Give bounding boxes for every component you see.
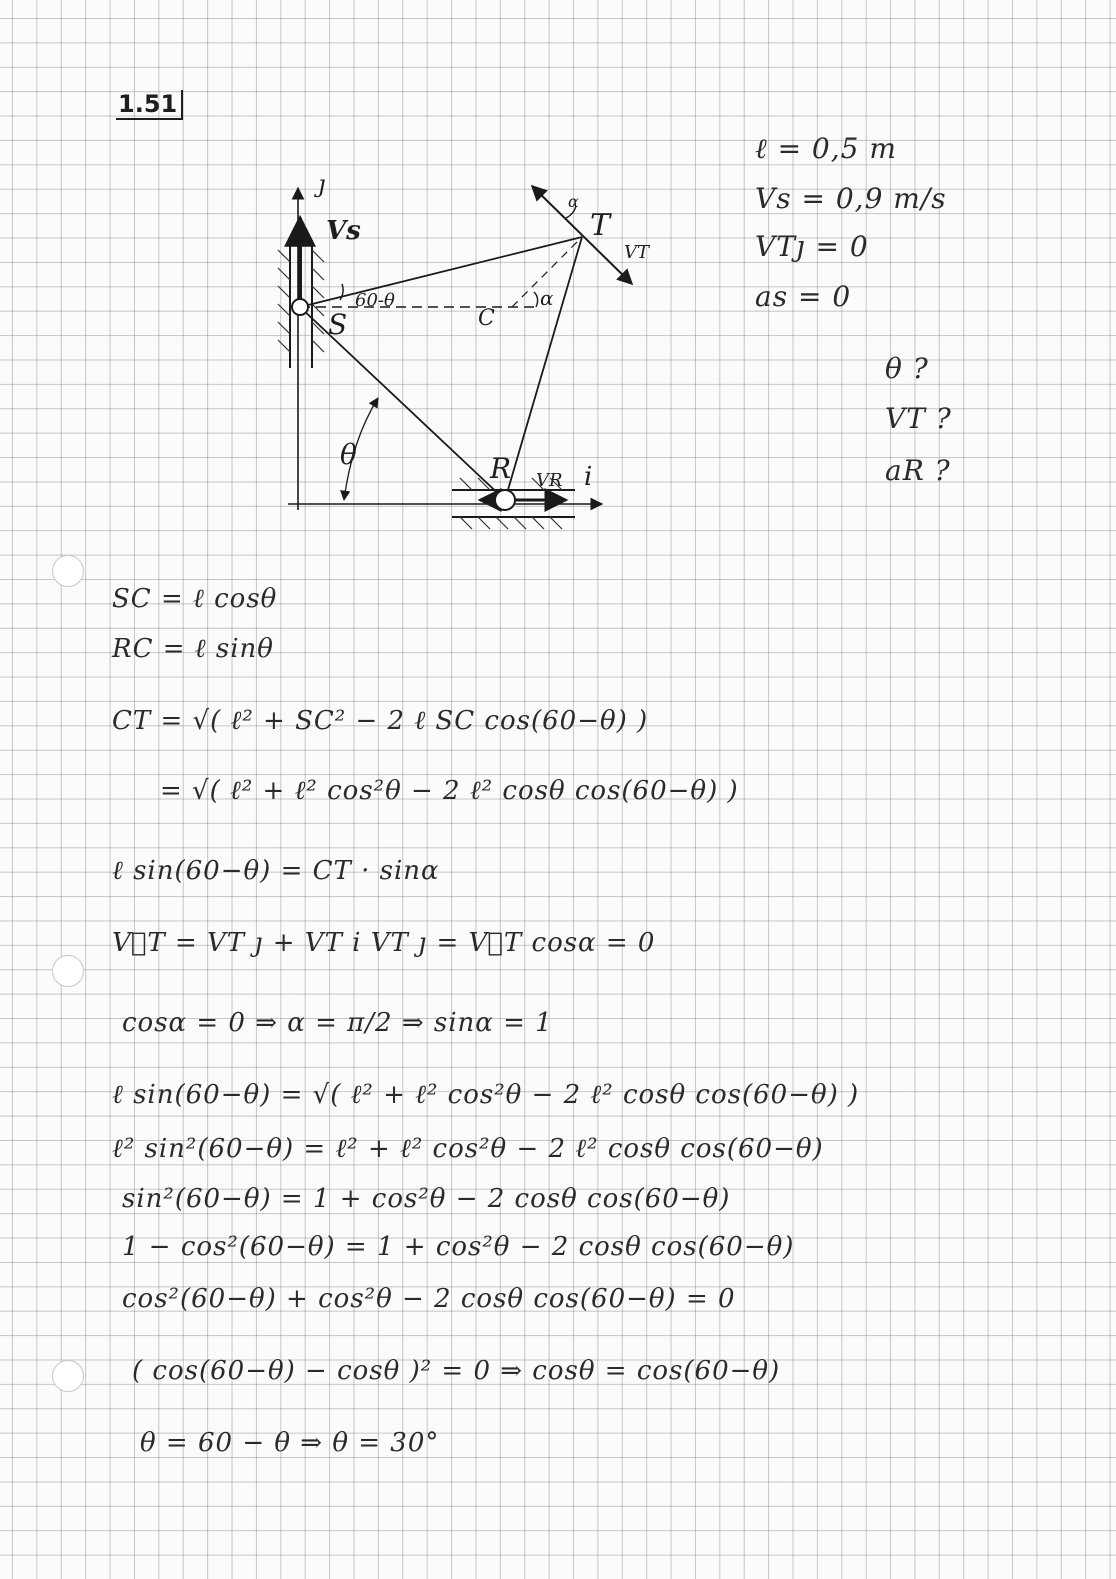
label-alpha-t: α — [568, 192, 579, 211]
line-result: θ = 60 − θ ⇒ θ = 30° — [140, 1428, 440, 1458]
line-ct: CT = √( ℓ² + SC² − 2 ℓ SC cos(60−θ) ) — [112, 706, 649, 736]
line-rc: RC = ℓ sinθ — [112, 634, 274, 664]
unknown-theta: θ ? — [885, 352, 929, 385]
given-vs: Vs = 0,9 m/s — [755, 182, 947, 215]
label-t: T — [590, 208, 611, 243]
given-as: as = 0 — [755, 280, 852, 313]
label-s: S — [328, 308, 348, 341]
unknown-ar: aR ? — [885, 454, 951, 487]
given-vtj: VTȷ = 0 — [755, 230, 869, 263]
label-vs: Vs — [326, 216, 361, 246]
line-equation-5: cos²(60−θ) + cos²θ − 2 cosθ cos(60−θ) = 0 — [122, 1284, 736, 1314]
joint-r — [495, 490, 515, 510]
bar-rt — [505, 237, 582, 500]
line-vt-vector: V⃗T = VT ȷ + VT i VT ȷ = V⃗T cosα = 0 — [112, 928, 656, 958]
binder-hole-2 — [52, 955, 84, 987]
line-ct-expanded: = √( ℓ² + ℓ² cos²θ − 2 ℓ² cosθ cos(60−θ) ) — [160, 776, 739, 806]
line-sine-law: ℓ sin(60−θ) = CT · sinα — [112, 856, 440, 886]
label-i-axis: i — [584, 462, 593, 492]
label-vr: VR — [536, 470, 563, 491]
mechanism-diagram — [0, 0, 1116, 600]
line-sc: SC = ℓ cosθ — [112, 584, 278, 614]
joint-s — [292, 299, 308, 315]
label-theta: θ — [340, 438, 357, 471]
line-equation-6: ( cos(60−θ) − cosθ )² = 0 ⇒ cosθ = cos(60−θ) — [132, 1356, 781, 1386]
given-length: ℓ = 0,5 m — [755, 132, 897, 165]
label-vt: VT — [624, 242, 650, 263]
line-alpha: cosα = 0 ⇒ α = π/2 ⇒ sinα = 1 — [122, 1008, 553, 1038]
label-alpha-c: α — [540, 286, 554, 310]
exercise-number: 1.51 — [116, 90, 183, 120]
label-c: C — [478, 306, 495, 331]
label-r: R — [490, 452, 512, 485]
line-equation-3: sin²(60−θ) = 1 + cos²θ − 2 cosθ cos(60−θ) — [122, 1184, 731, 1214]
vt-vector — [532, 186, 632, 284]
binder-hole-3 — [52, 1360, 84, 1392]
unknown-vt: VT ? — [885, 402, 952, 435]
line-equation-2: ℓ² sin²(60−θ) = ℓ² + ℓ² cos²θ − 2 ℓ² cosθ cos(60−θ) — [112, 1134, 824, 1164]
line-equation-4: 1 − cos²(60−θ) = 1 + cos²θ − 2 cosθ cos(60−θ) — [122, 1232, 795, 1262]
label-j-axis: ȷ — [318, 170, 326, 198]
label-angle-60-theta: 60-θ — [355, 290, 395, 311]
line-equation-1: ℓ sin(60−θ) = √( ℓ² + ℓ² cos²θ − 2 ℓ² cosθ cos(60−θ) ) — [112, 1080, 860, 1110]
